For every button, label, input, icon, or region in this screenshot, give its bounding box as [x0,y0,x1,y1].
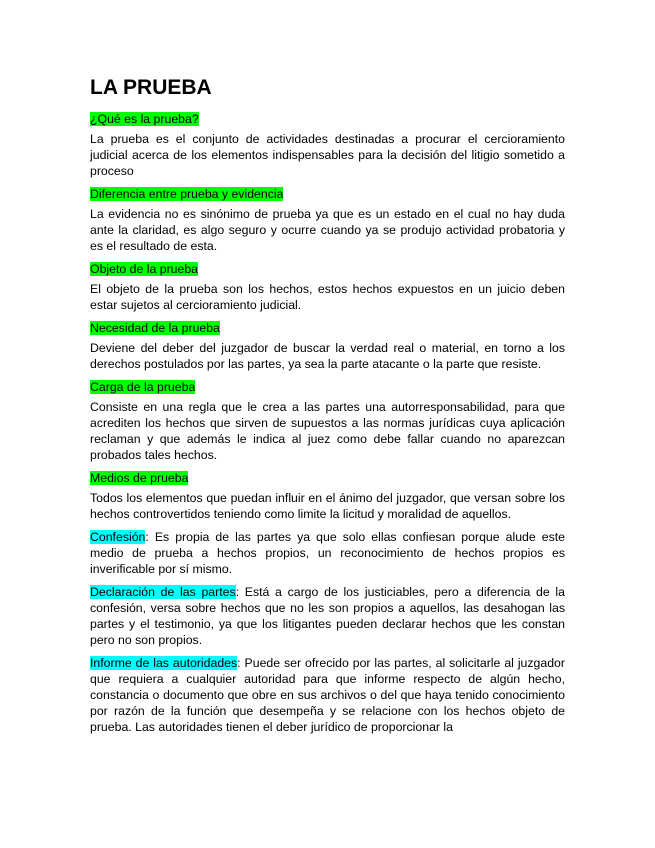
term-confesion [90,529,565,577]
page-title: LA PRUEBA [90,76,212,99]
term-label: Confesión [90,530,146,544]
term-label: Declaración de las partes [90,585,236,599]
section-heading: Carga de la prueba [90,380,196,394]
term-text: : Está a cargo de los justiciables, pero a diferencia de la confesión, versa sobre hechos que no les son propios a aquellos, las desahogan las partes y el testimonio, ya que los litigantes pueden declarar hechos que les constan pero no son propios. [90,585,565,647]
term-label: Informe de las autoridades [90,656,238,670]
section-necesidad [90,320,565,372]
section-medios [90,470,565,522]
section-heading: ¿Qué es la prueba? [90,112,199,126]
section-text: Deviene del deber del juzgador de buscar la verdad real o material, en torno a los derechos postulados por las partes, ya sea la parte atacante o la parte que resiste. [90,341,565,371]
section-carga [90,379,565,463]
section-text: La evidencia no es sinónimo de prueba ya que es un estado en el cual no hay duda ante la claridad, es algo seguro y ocurre cuando ya se produjo actividad probatoria y es el resultado de esta. [90,207,565,253]
document-page [90,74,565,742]
section-diferencia [90,186,565,254]
section-text: Consiste en una regla que le crea a las partes una autorresponsabilidad, para que acrediten los hechos que sirven de supuestos a las normas jurídicas cuya aplicación reclaman y que además le indica al juez como debe fallar cuando no aparezcan probados tales hechos. [90,400,565,462]
section-que-es [90,111,565,179]
term-informe [90,655,565,735]
section-text: El objeto de la prueba son los hechos, estos hechos expuestos en un juicio deben estar sujetos al cercioramiento judicial. [90,282,565,312]
section-text: La prueba es el conjunto de actividades destinadas a procurar el cercioramiento judicial acerca de los elementos indispensables para la decisión del litigio sometido a proceso [90,132,565,178]
section-objeto [90,261,565,313]
section-text: Todos los elementos que puedan influir en el ánimo del juzgador, que versan sobre los hechos controvertidos teniendo como limite la licitud y moralidad de aquellos. [90,491,565,521]
section-heading: Medios de prueba [90,471,189,485]
term-declaracion [90,584,565,648]
section-heading: Objeto de la prueba [90,262,199,276]
term-text: : Puede ser ofrecido por las partes, al solicitarle al juzgador que requiera a cualquier autoridad para que informe respecto de algún hecho, constancia o documento que obre en sus archivos o del que haya tenido conocimiento por razón de la función que desempeña y se relacione con los hechos objeto de prueba. Las autoridades tienen el deber jurídico de proporcionar la [90,656,565,734]
term-text: : Es propia de las partes ya que solo ellas confiesan porque alude este medio de prueba a hechos propios, un reconocimiento de hechos propios es inverificable por sí mismo. [90,530,565,576]
section-heading: Diferencia entre prueba y evidencia [90,187,284,201]
section-heading: Necesidad de la prueba [90,321,220,335]
